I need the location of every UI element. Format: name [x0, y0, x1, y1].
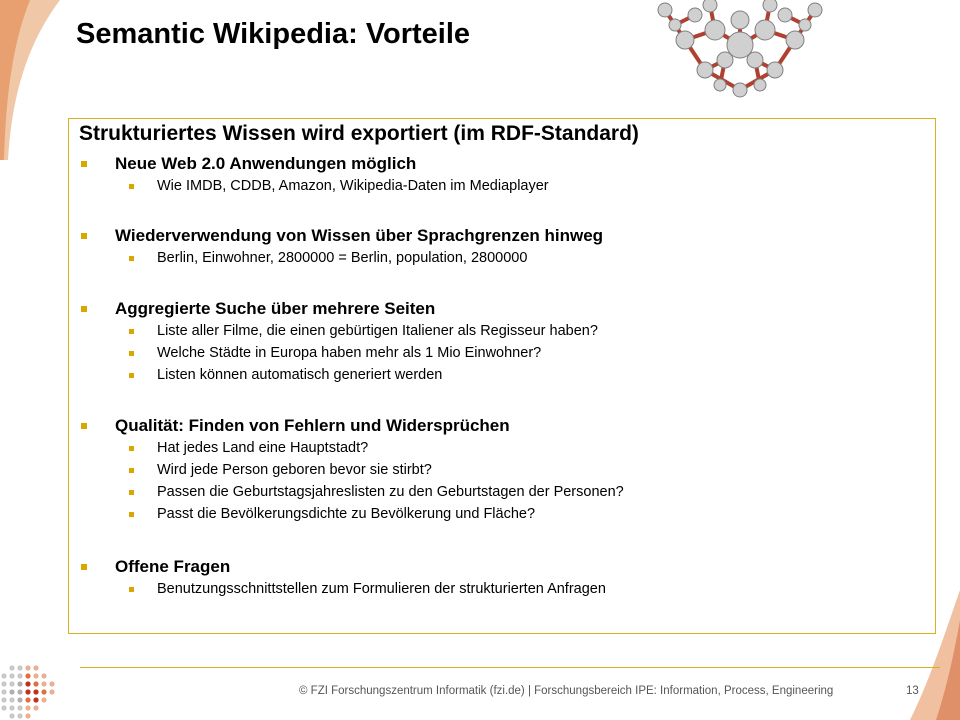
square-bullet-icon: [81, 306, 87, 312]
section-item: Berlin, Einwohner, 2800000 = Berlin, population, 2800000: [157, 250, 528, 266]
square-bullet-icon: [129, 351, 134, 356]
section-item: Wie IMDB, CDDB, Amazon, Wikipedia-Daten im Mediaplayer: [157, 178, 549, 194]
page-number: 13: [906, 685, 919, 697]
main-heading: Strukturiertes Wissen wird exportiert (im RDF-Standard): [79, 122, 639, 145]
bullet-level1: [81, 298, 921, 320]
square-bullet-icon: [129, 512, 134, 517]
square-bullet-icon: [129, 256, 134, 261]
bullet-level2: [81, 481, 921, 503]
content-box: [68, 118, 936, 634]
section-reuse: [81, 225, 921, 269]
bullet-level2: [81, 503, 921, 525]
bullet-level2: [81, 247, 921, 269]
section-heading: Qualität: Finden von Fehlern und Widersprüchen: [115, 416, 510, 435]
section-item: Passt die Bevölkerungsdichte zu Bevölkerung und Fläche?: [157, 506, 536, 522]
slide-title: Semantic Wikipedia: Vorteile: [76, 18, 471, 50]
footer-divider: [80, 667, 940, 668]
square-bullet-icon: [129, 587, 134, 592]
section-open-questions: [81, 556, 921, 600]
section-item: Benutzungsschnittstellen zum Formulieren der strukturierten Anfragen: [157, 581, 606, 597]
bullet-level1: [81, 225, 921, 247]
section-item: Liste aller Filme, die einen gebürtigen Italiener als Regisseur haben?: [157, 323, 598, 339]
square-bullet-icon: [129, 446, 134, 451]
section-heading: Neue Web 2.0 Anwendungen möglich: [115, 154, 417, 173]
bullet-level2: [81, 320, 921, 342]
bullet-level2: [81, 364, 921, 386]
section-item: Listen können automatisch generiert werden: [157, 367, 443, 383]
square-bullet-icon: [129, 184, 134, 189]
square-bullet-icon: [81, 161, 87, 167]
footer-copyright: © FZI Forschungszentrum Informatik (fzi.de) | Forschungsbereich IPE: Information, Process, Engineering: [299, 685, 834, 697]
square-bullet-icon: [81, 423, 87, 429]
square-bullet-icon: [129, 490, 134, 495]
dot-grid-logo-icon: [0, 660, 64, 720]
bullet-level2: [81, 342, 921, 364]
square-bullet-icon: [129, 468, 134, 473]
section-item: Passen die Geburtstagsjahreslisten zu den Geburtstagen der Personen?: [157, 484, 624, 500]
section-item: Welche Städte in Europa haben mehr als 1 Mio Einwohner?: [157, 345, 542, 361]
bullet-level2: [81, 437, 921, 459]
bullet-level2: [81, 175, 921, 197]
section-item: Wird jede Person geboren bevor sie stirbt?: [157, 462, 432, 478]
section-aggregated-search: [81, 298, 921, 386]
square-bullet-icon: [129, 373, 134, 378]
bullet-level1: [81, 556, 921, 578]
section-heading: Wiederverwendung von Wissen über Sprachgrenzen hinweg: [115, 226, 604, 245]
section-quality: [81, 415, 921, 525]
section-heading: Offene Fragen: [115, 557, 231, 576]
square-bullet-icon: [81, 564, 87, 570]
bullet-level2: [81, 459, 921, 481]
square-bullet-icon: [81, 233, 87, 239]
section-heading: Aggregierte Suche über mehrere Seiten: [115, 299, 436, 318]
bullet-level1: [81, 415, 921, 437]
square-bullet-icon: [129, 329, 134, 334]
bullet-level1: [81, 153, 921, 175]
section-web20: [81, 153, 921, 197]
section-item: Hat jedes Land eine Hauptstadt?: [157, 440, 369, 456]
buckyball-molecule-icon: [655, 0, 825, 100]
bullet-level2: [81, 578, 921, 600]
